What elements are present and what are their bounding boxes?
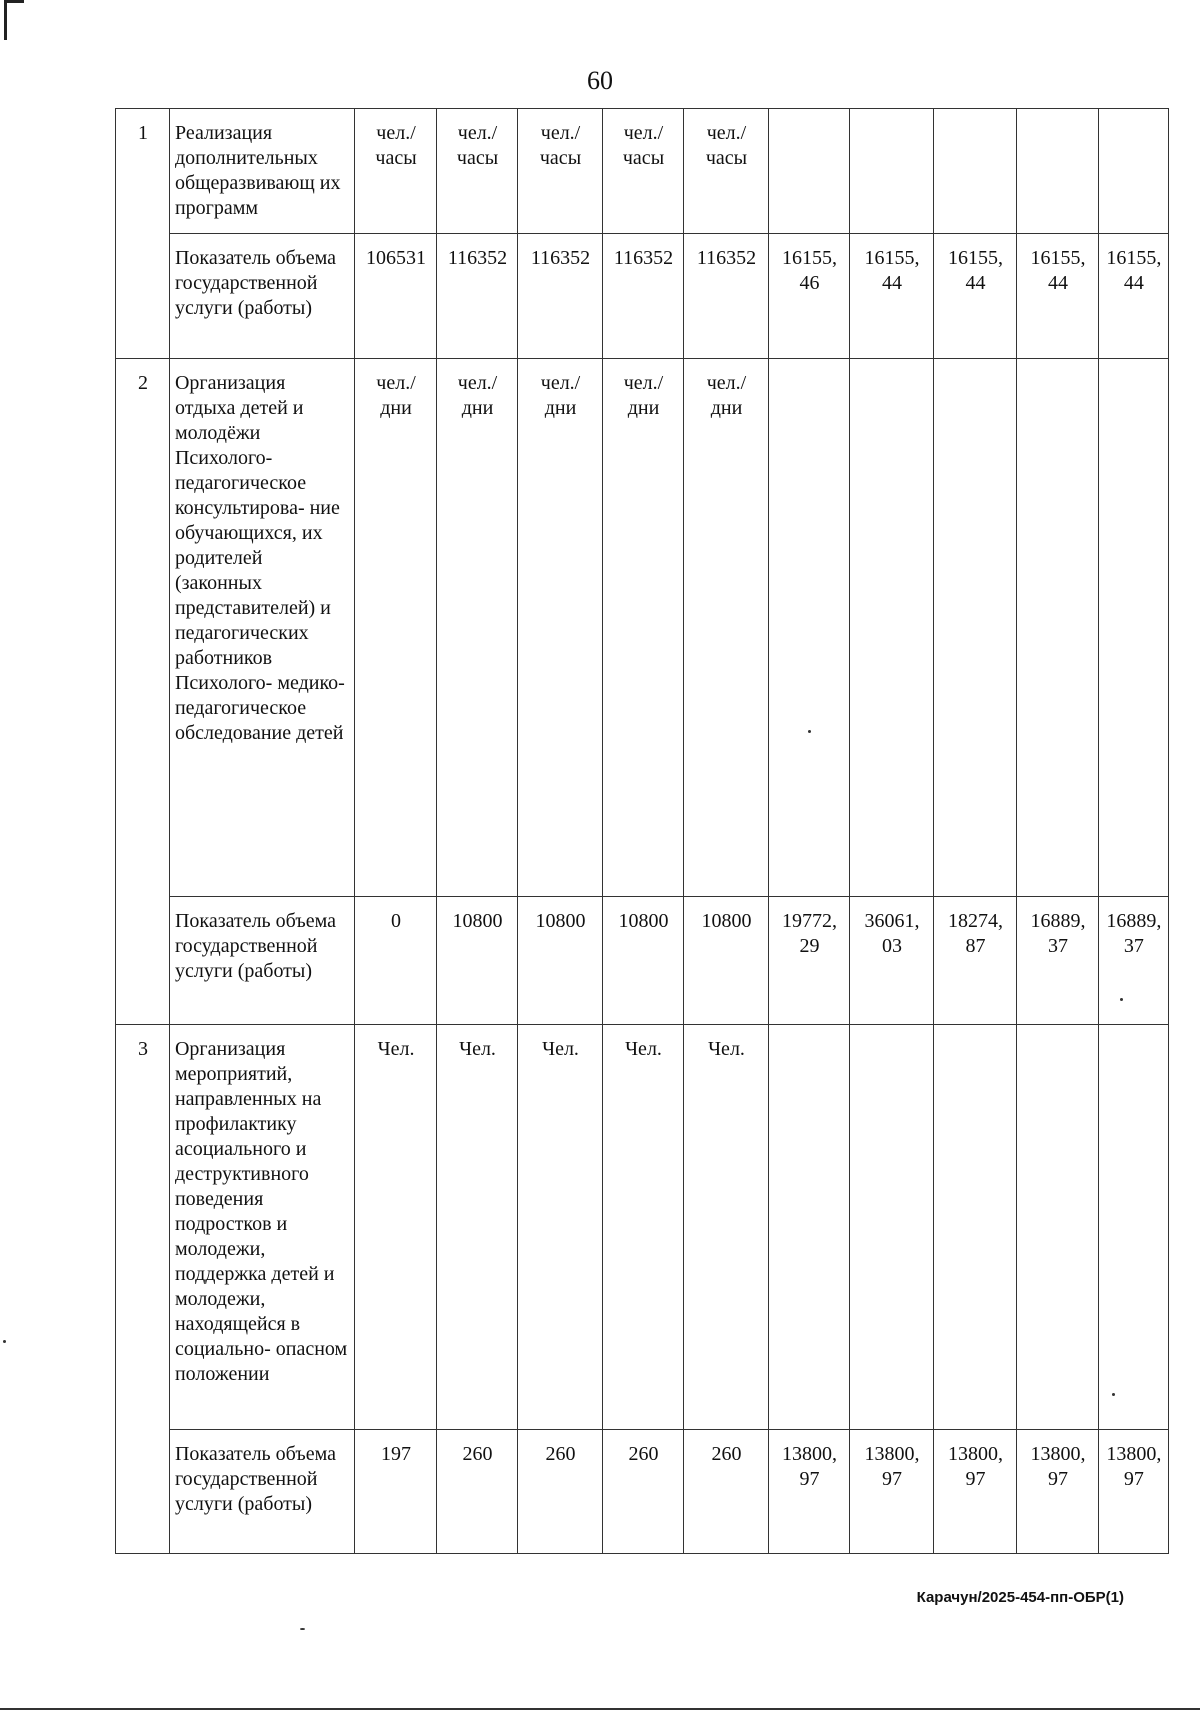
table-cell: чел./ часы [602,109,683,234]
table-cell: 116352 [436,234,517,359]
table-cell: чел./ дни [436,359,517,897]
table-row [116,109,1169,234]
table-cell: чел./ дни [355,359,436,897]
table-cell: 16889, 37 [1017,897,1098,1025]
table-cell: чел./ дни [602,359,683,897]
table-cell: Чел. [436,1025,517,1430]
table-cell [1017,1025,1098,1430]
page-number: 60 [587,66,613,95]
scan-speck [300,1628,305,1630]
scan-speck [3,1340,6,1343]
document-reference: Карачун/2025-454-пп-ОБР(1) [916,1589,1124,1606]
table-cell: 18274, 87 [933,897,1017,1025]
table-cell: 116352 [518,234,603,359]
table-cell: чел./ дни [684,359,769,897]
table-cell: 260 [602,1430,683,1554]
table-cell: 260 [684,1430,769,1554]
table-cell: 106531 [355,234,436,359]
table-cell: 10800 [684,897,769,1025]
table-cell [850,1025,934,1430]
table-cell: 16889, 37 [1098,897,1168,1025]
table-cell: 116352 [684,234,769,359]
table-cell [1017,359,1098,897]
table-cell: Чел. [684,1025,769,1430]
table-cell [933,109,1017,234]
table-cell: чел./ дни [518,359,603,897]
table-cell: Чел. [602,1025,683,1430]
table-cell: 10800 [436,897,517,1025]
corner-mark [4,0,7,40]
page-bottom-edge [0,1708,1200,1710]
table-cell [933,1025,1017,1430]
table-row [116,897,1169,1025]
table-cell [850,109,934,234]
table-cell: 0 [355,897,436,1025]
row-number: 3 [116,1025,170,1554]
row-name: Показатель объема государственной услуги (работы) [169,897,354,1025]
table-cell: 197 [355,1430,436,1554]
table-cell: 260 [518,1430,603,1554]
table-cell: 36061, 03 [850,897,934,1025]
table-cell: 19772, 29 [768,897,849,1025]
table-cell: 10800 [518,897,603,1025]
table-cell: 116352 [602,234,683,359]
table-row [116,1025,1169,1430]
row-name: Показатель объема государственной услуги (работы) [169,234,354,359]
table-cell: 13800, 97 [768,1430,849,1554]
row-number: 1 [116,109,170,359]
table-cell: 260 [436,1430,517,1554]
table-cell: чел./ часы [355,109,436,234]
table-cell: 13800, 97 [850,1430,934,1554]
table-cell: 13800, 97 [1017,1430,1098,1554]
table-cell [850,359,934,897]
table-cell: 16155, 44 [850,234,934,359]
table-cell: 10800 [602,897,683,1025]
table-cell: Чел. [518,1025,603,1430]
scan-speck [808,730,811,733]
table-row [116,234,1169,359]
scan-speck [1112,1393,1115,1396]
data-table [115,108,1169,1554]
table-cell: 16155, 44 [933,234,1017,359]
row-name: Реализация дополнительных общеразвивающ их программ [169,109,354,234]
table-cell: 16155, 44 [1017,234,1098,359]
table-cell [768,1025,849,1430]
table-cell [768,109,849,234]
table-cell [768,359,849,897]
table-cell [933,359,1017,897]
table-body [116,109,1169,1554]
table-cell: Чел. [355,1025,436,1430]
table-cell: чел./ часы [684,109,769,234]
table-cell [1098,359,1168,897]
row-name: Организация мероприятий, направленных на профилактику асоциального и деструктивного поведения подростков и молодежи, поддержка детей и молодежи, находящейся в социально- опасном положении [169,1025,354,1430]
row-name: Показатель объема государственной услуги (работы) [169,1430,354,1554]
table-row [116,1430,1169,1554]
row-number: 2 [116,359,170,1025]
row-name: Организация отдыха детей и молодёжи Психолого- педагогическое консультирова- ние обучающихся, их родителей (законных представителей) и педагогических работников Психолого- медико- педагогическое обследование детей [169,359,354,897]
table-cell: 16155, 46 [768,234,849,359]
table-cell [1098,109,1168,234]
table-cell: чел./ часы [436,109,517,234]
table-cell: 13800, 97 [933,1430,1017,1554]
table-cell [1017,109,1098,234]
table-cell: 13800, 97 [1098,1430,1168,1554]
table-cell: чел./ часы [518,109,603,234]
scan-speck [1120,998,1123,1001]
table-row [116,359,1169,897]
table-cell: 16155, 44 [1098,234,1168,359]
table-cell [1098,1025,1168,1430]
